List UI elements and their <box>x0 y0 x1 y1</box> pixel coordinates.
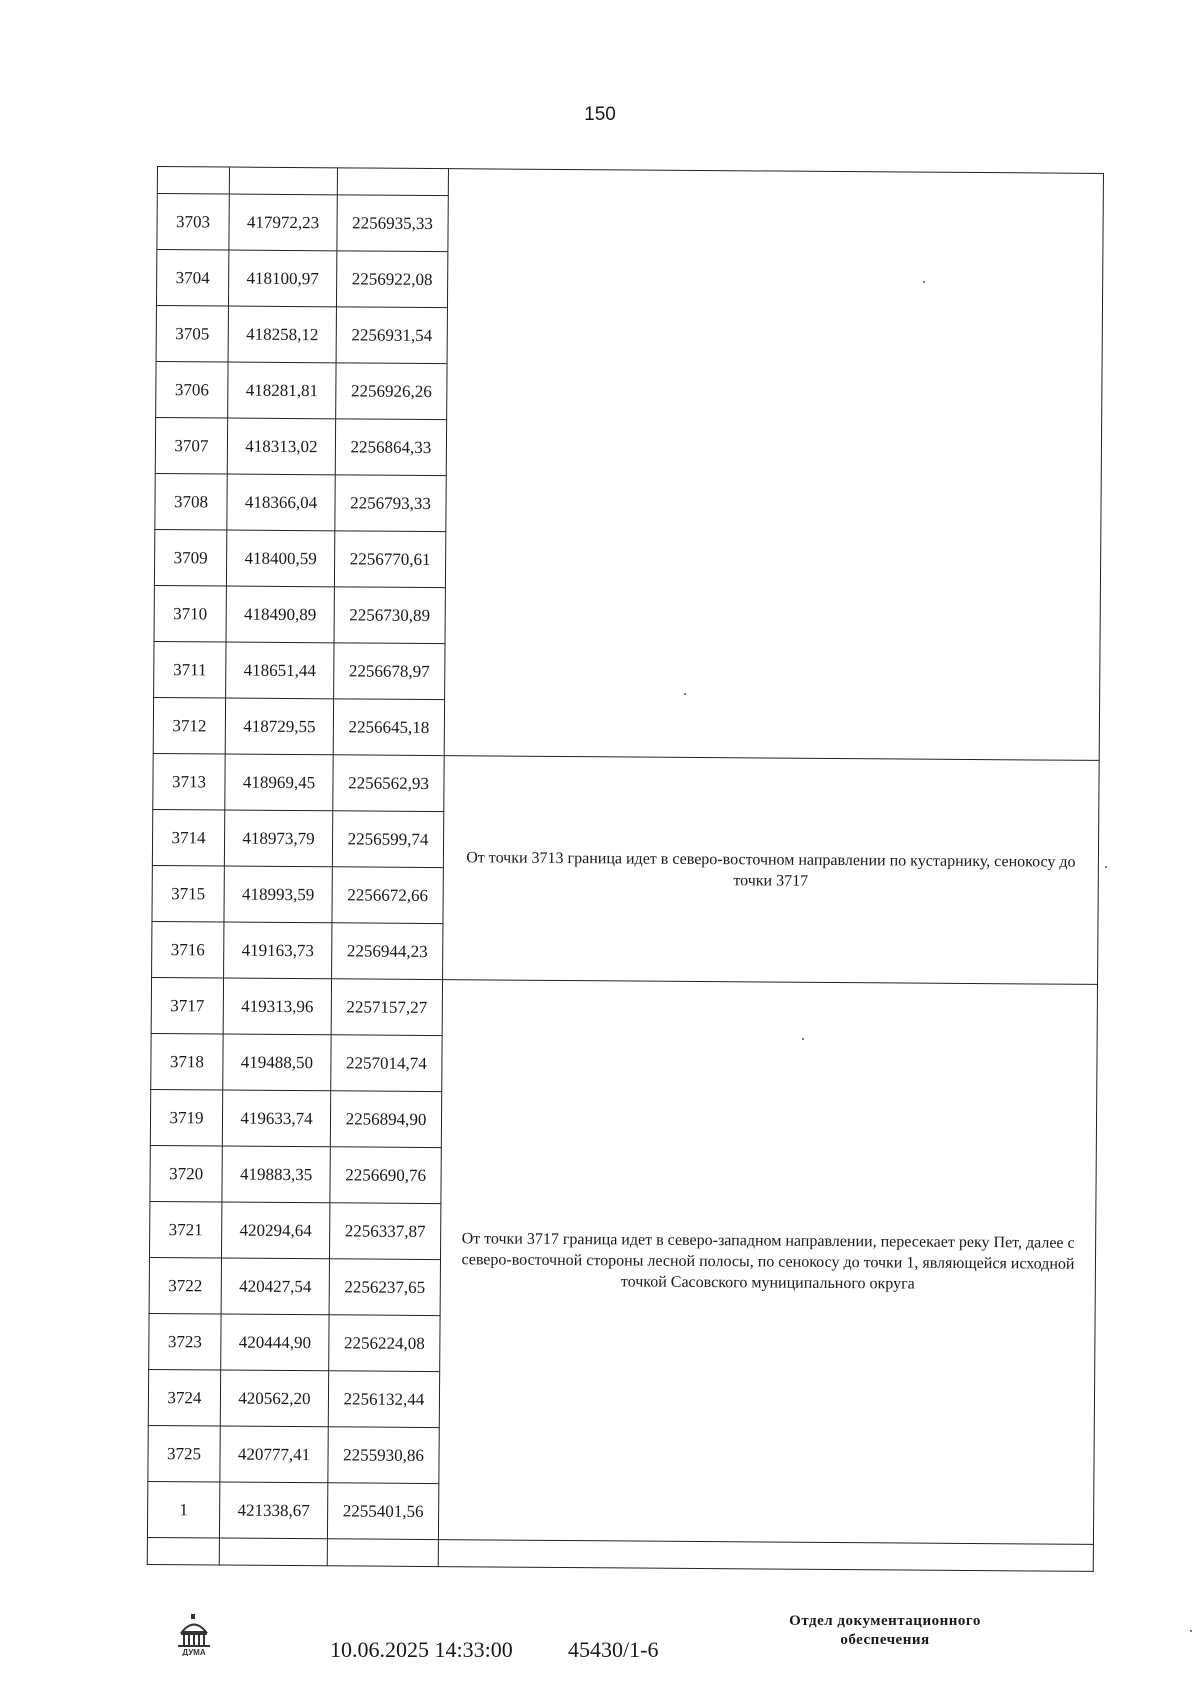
stamp-timestamp: 10.06.2025 14:33:00 <box>330 1637 513 1662</box>
x-coordinate-cell: 418281,81 <box>228 362 336 419</box>
x-coordinate-cell: 420444,90 <box>221 1314 329 1371</box>
x-coordinate-cell: 418490,89 <box>226 586 334 643</box>
x-coordinate-cell: 420294,64 <box>221 1202 329 1259</box>
y-coordinate-cell: 2255401,56 <box>327 1483 438 1540</box>
x-coordinate-cell: 418651,44 <box>226 642 334 699</box>
point-number-cell: 3723 <box>149 1313 221 1370</box>
y-coordinate-cell: 2255930,86 <box>328 1427 439 1484</box>
description-cell: От точки 3717 граница идет в северо-западном направлении, пересекает реку Пет, далее с северо-восточной стороны лесной полосы, по сенокосу до точки 1, являющейся исходной точкой Сасовского муниципального округа <box>438 980 1097 1545</box>
x-coordinate-cell: 420562,20 <box>220 1370 328 1427</box>
point-number-cell: 3716 <box>152 921 224 978</box>
x-coordinate-cell: 418993,59 <box>224 866 332 923</box>
x-coordinate-cell: 418729,55 <box>225 698 333 755</box>
point-number-cell: 3718 <box>151 1033 223 1090</box>
footer-cell <box>327 1539 438 1567</box>
point-number-cell: 3717 <box>151 977 223 1034</box>
header-cell <box>229 167 337 195</box>
y-coordinate-cell: 2256224,08 <box>329 1315 440 1372</box>
y-coordinate-cell: 2256894,90 <box>330 1091 441 1148</box>
x-coordinate-cell: 417972,23 <box>229 194 337 251</box>
point-number-cell: 3705 <box>156 305 228 362</box>
point-number-cell: 3708 <box>155 473 227 530</box>
y-coordinate-cell: 2256931,54 <box>336 307 447 364</box>
point-number-cell: 3706 <box>156 361 228 418</box>
table-row <box>151 977 1097 1040</box>
x-coordinate-cell: 418973,79 <box>224 810 332 867</box>
coordinates-table-body <box>147 167 1103 1572</box>
y-coordinate-cell: 2257014,74 <box>331 1035 442 1092</box>
x-coordinate-cell: 419633,74 <box>222 1090 330 1147</box>
table-footer-blank-row <box>147 1537 1093 1571</box>
duma-logo <box>176 1614 212 1656</box>
point-number-cell: 3703 <box>157 194 229 251</box>
x-coordinate-cell: 419163,73 <box>224 922 332 979</box>
point-number-cell: 3725 <box>148 1425 220 1482</box>
coordinates-table <box>147 166 1104 1572</box>
x-coordinate-cell: 418313,02 <box>227 418 335 475</box>
scan-speck <box>923 281 925 283</box>
header-cell <box>337 168 448 196</box>
point-number-cell: 3722 <box>149 1257 221 1314</box>
header-cell <box>157 167 229 195</box>
x-coordinate-cell: 418258,12 <box>228 306 336 363</box>
point-number-cell: 3714 <box>152 809 224 866</box>
y-coordinate-cell: 2256645,18 <box>333 699 444 756</box>
point-number-cell: 3710 <box>154 585 226 642</box>
scan-speck <box>1190 1630 1192 1632</box>
point-number-cell: 3711 <box>154 641 226 698</box>
footer-cell <box>219 1538 327 1566</box>
x-coordinate-cell: 418969,45 <box>225 754 333 811</box>
x-coordinate-cell: 418100,97 <box>228 250 336 307</box>
y-coordinate-cell: 2256672,66 <box>332 867 443 924</box>
point-number-cell: 1 <box>147 1481 219 1538</box>
page-number: 150 <box>584 104 616 125</box>
point-number-cell: 3713 <box>153 753 225 810</box>
footer-cell <box>438 1540 1093 1572</box>
x-coordinate-cell: 421338,67 <box>219 1482 327 1539</box>
logo-text: ДУМА <box>182 1648 206 1656</box>
point-number-cell: 3709 <box>154 529 226 586</box>
x-coordinate-cell: 419488,50 <box>223 1034 331 1091</box>
description-cell-empty <box>444 169 1103 761</box>
point-number-cell: 3721 <box>149 1201 221 1258</box>
y-coordinate-cell: 2256864,33 <box>335 419 446 476</box>
x-coordinate-cell: 420777,41 <box>220 1426 328 1483</box>
point-number-cell: 3724 <box>148 1369 220 1426</box>
y-coordinate-cell: 2256562,93 <box>333 755 444 812</box>
y-coordinate-cell: 2256770,61 <box>334 531 445 588</box>
y-coordinate-cell: 2256922,08 <box>336 251 447 308</box>
x-coordinate-cell: 418400,59 <box>226 530 334 587</box>
scan-speck <box>684 693 686 695</box>
y-coordinate-cell: 2256944,23 <box>332 923 443 980</box>
stamp-document-number: 45430/1-6 <box>568 1637 659 1662</box>
scan-speck <box>1105 866 1107 868</box>
point-number-cell: 3715 <box>152 865 224 922</box>
x-coordinate-cell: 419313,96 <box>223 978 331 1035</box>
point-number-cell: 3704 <box>156 250 228 307</box>
department-line-2: обеспечения <box>840 1632 930 1648</box>
point-number-cell: 3719 <box>150 1089 222 1146</box>
x-coordinate-cell: 420427,54 <box>221 1258 329 1315</box>
footer-cell <box>147 1537 219 1565</box>
y-coordinate-cell: 2256678,97 <box>334 643 445 700</box>
y-coordinate-cell: 2256730,89 <box>334 587 445 644</box>
scan-speck <box>802 1038 804 1040</box>
x-coordinate-cell: 419883,35 <box>222 1146 330 1203</box>
point-number-cell: 3707 <box>155 417 227 474</box>
x-coordinate-cell: 418366,04 <box>227 474 335 531</box>
y-coordinate-cell: 2256926,26 <box>336 363 447 420</box>
y-coordinate-cell: 2256599,74 <box>332 811 443 868</box>
y-coordinate-cell: 2256237,65 <box>329 1259 440 1316</box>
description-cell: От точки 3713 граница идет в северо-восточном направлении по кустарнику, сенокосу до точки 3717 <box>443 756 1100 985</box>
boundary-coordinates-sheet <box>147 166 1103 1581</box>
department-stamp <box>730 1612 1040 1650</box>
table-row <box>153 753 1099 816</box>
point-number-cell: 3720 <box>150 1145 222 1202</box>
y-coordinate-cell: 2256132,44 <box>328 1371 439 1428</box>
department-line-1: Отдел документационного <box>789 1613 981 1629</box>
duma-building-emblem-icon <box>176 1614 212 1656</box>
y-coordinate-cell: 2256793,33 <box>335 475 446 532</box>
y-coordinate-cell: 2256935,33 <box>337 195 448 252</box>
point-number-cell: 3712 <box>153 697 225 754</box>
y-coordinate-cell: 2257157,27 <box>331 979 442 1036</box>
y-coordinate-cell: 2256690,76 <box>330 1147 441 1204</box>
y-coordinate-cell: 2256337,87 <box>329 1203 440 1260</box>
